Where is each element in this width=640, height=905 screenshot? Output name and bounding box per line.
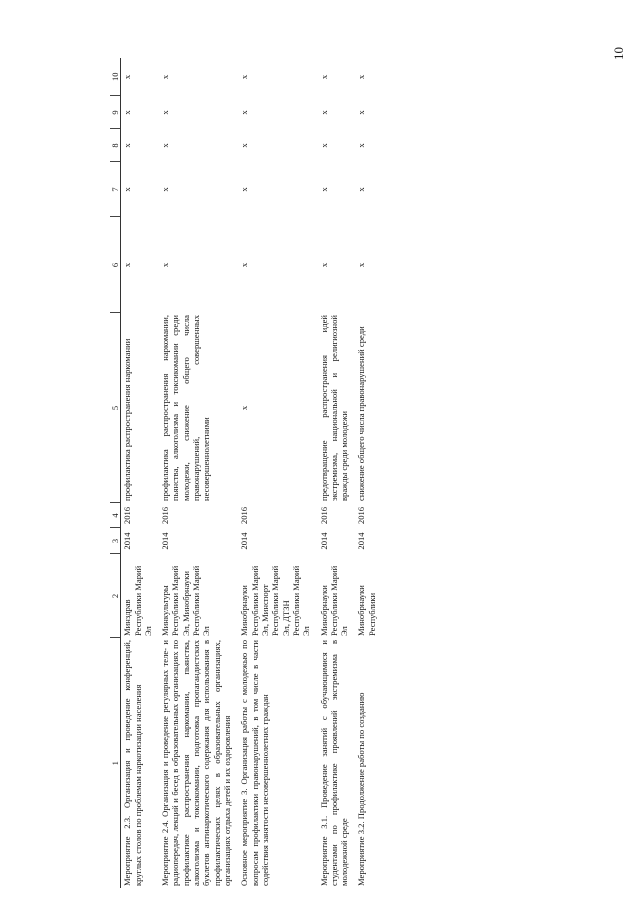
- mark-cell: х: [356, 262, 367, 268]
- mark-cell: х: [239, 74, 250, 80]
- col-header: 8: [110, 129, 121, 162]
- col-header: 2: [110, 554, 121, 638]
- col-header: 5: [110, 313, 121, 503]
- result-cell: х: [239, 405, 250, 411]
- mark-cell: х: [122, 110, 133, 115]
- rotated-document-table-area: [110, 58, 617, 888]
- mark-cell: х: [239, 187, 250, 192]
- start-year-cell: 2014: [122, 532, 133, 550]
- executor-cell: Минздрав Республики Марий Эл: [122, 565, 153, 636]
- col-header: 4: [110, 503, 121, 528]
- result-cell: профилактика распространения наркомании: [122, 338, 133, 501]
- end-year-cell: 2016: [318, 506, 329, 525]
- table-row: [121, 58, 159, 888]
- table-row: [159, 58, 238, 888]
- col-header: 7: [110, 162, 121, 217]
- mark-cell: х: [122, 143, 133, 148]
- table-row: [355, 58, 383, 888]
- mark-cell: х: [356, 143, 367, 148]
- mark-cell: х: [122, 262, 133, 268]
- end-year-cell: 2016: [160, 506, 171, 525]
- end-year-cell: 2016: [122, 506, 133, 525]
- mark-cell: х: [356, 110, 367, 115]
- mark-cell: х: [318, 74, 329, 80]
- mark-cell: х: [122, 74, 133, 80]
- col-header: 10: [110, 58, 121, 96]
- event-cell: Основное мероприятие 3. Организация работы с молодежью по вопросам профилактики правонарушений, в том числе в части содействия занятости несовершеннолетних граждан: [239, 640, 270, 886]
- mark-cell: х: [160, 74, 171, 80]
- executor-cell: Минобрнауки Республики Марий Эл, Минспорт Республики Марий Эл, ДТЗН Республики Марий Эл: [239, 565, 312, 636]
- mark-cell: х: [160, 187, 171, 192]
- mark-cell: х: [122, 187, 133, 192]
- event-cell: Мероприятие 2.4. Организация и проведение регулярных теле- и радиопередач, лекций и бесед в образовательных организациях по профилактике распространения наркомании, пьянства, алкоголизма и токсикомании, подготовка пропагандистских буклетов антинаркотического содержания для использования в профилактических целях в образовательных организациях, организациях отдыха детей и их оздоровления: [160, 640, 232, 886]
- start-year-cell: 2014: [160, 532, 171, 550]
- executor-cell: Минкультуры Республики Марий Эл, Минобрнауки Республики Марий Эл: [160, 565, 212, 636]
- mark-cell: х: [318, 187, 329, 192]
- mark-cell: х: [239, 262, 250, 268]
- executor-cell: Минобрнауки Республики: [356, 585, 377, 636]
- col-header: 9: [110, 96, 121, 129]
- event-cell: Мероприятие 3.1. Проведение занятий с обучающимися и студентами по профилактике проявлений экстремизма в молодежной среде: [318, 640, 350, 886]
- header-row: [110, 58, 121, 888]
- result-cell: профилактика распространения наркомании, пьянства, алкоголизма и токсикомании среди молодежи, снижение общего числа правонарушений, совершенных несовершеннолетними: [160, 315, 212, 501]
- mark-cell: х: [160, 110, 171, 115]
- mark-cell: х: [160, 143, 171, 148]
- mark-cell: х: [356, 74, 367, 80]
- program-events-table: [110, 58, 383, 888]
- mark-cell: х: [239, 110, 250, 115]
- mark-cell: х: [318, 143, 329, 148]
- start-year-cell: 2014: [318, 532, 329, 550]
- page-number: 10: [611, 47, 626, 60]
- col-header: 6: [110, 217, 121, 313]
- event-cell: Мероприятие 2.3. Организация и проведение конференций, круглых столов по проблемам наркотизации населения: [122, 640, 143, 886]
- table-row: [318, 58, 356, 888]
- end-year-cell: 2016: [239, 506, 250, 525]
- mark-cell: х: [160, 262, 171, 268]
- mark-cell: х: [318, 262, 329, 268]
- result-cell: снижение общего числа правонарушений среди: [356, 326, 367, 501]
- col-header: 1: [110, 638, 121, 888]
- col-header: 3: [110, 528, 121, 554]
- result-cell: предотвращение распространения идей экстремизма, национальной и религиозной вражды среди молодежи: [318, 315, 350, 501]
- mark-cell: х: [356, 187, 367, 192]
- table-row: [238, 58, 317, 888]
- start-year-cell: 2014: [239, 532, 250, 550]
- start-year-cell: 2014: [356, 532, 367, 550]
- event-cell: Мероприятие 3.2. Продолжение работы по созданию: [356, 692, 367, 886]
- end-year-cell: 2016: [356, 506, 367, 525]
- mark-cell: х: [239, 143, 250, 148]
- mark-cell: х: [318, 110, 329, 115]
- executor-cell: Минобрнауки Республики Марий Эл: [318, 565, 350, 636]
